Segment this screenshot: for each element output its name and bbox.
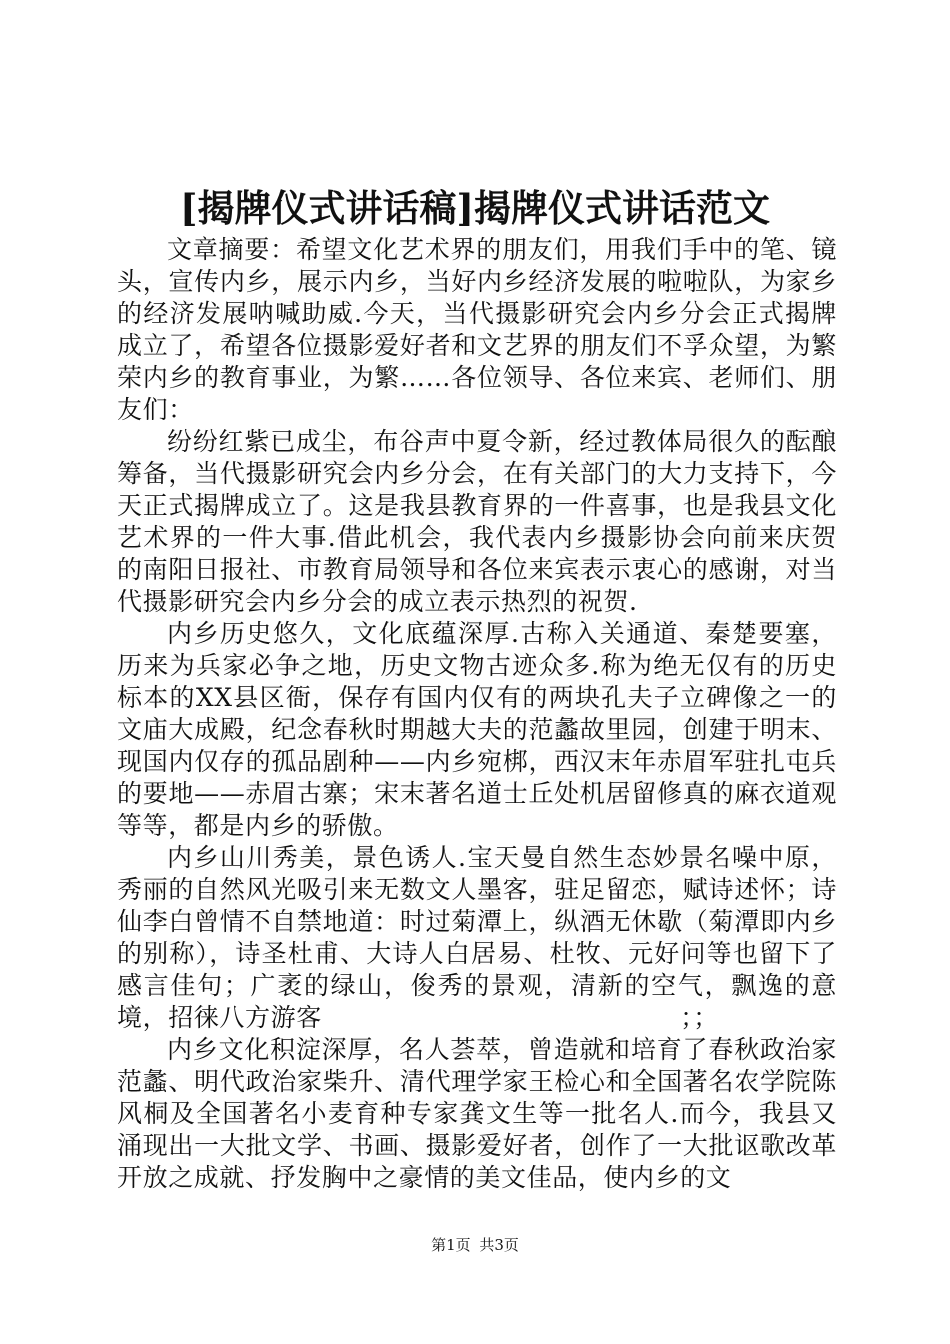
paragraph-abstract: 文章摘要：希望文化艺术界的朋友们，用我们手中的笔、镜头，宣传内乡，展示内乡，当好内乡经济发展的啦啦队，为家乡的经济发展呐喊助威.今天，当代摄影研究会内乡分会正式揭牌成立了，希望各位摄影爱好者和文艺界的朋友们不孚众望，为繁荣内乡的教育事业，为繁……各位领导、各位来宾、老师们、朋友们：: [117, 235, 837, 424]
paragraph-history: 内乡历史悠久，文化底蕴深厚.古称入关通道、秦楚要塞，历来为兵家必争之地，历史文物古迹众多.称为绝无仅有的历史标本的XX县区衙，保存有国内仅有的两块孔夫子立碑像之一的文庙大成殿，纪念春秋时期越大夫的范蠡故里园，创建于明末、现国内仅存的孤品剧种——内乡宛梆，西汉末年赤眉军驻扎屯兵的要地——赤眉古寨；宋末著名道士丘处机居留修真的麻衣道观等等，都是内乡的骄傲。: [117, 619, 837, 840]
paragraph-scenery: 内乡山川秀美，景色诱人.宝天曼自然生态妙景名噪中原，秀丽的自然风光吸引来无数文人墨客，驻足留恋，赋诗述怀；诗仙李白曾情不自禁地道：时过菊潭上，纵酒无休歇（菊潭即内乡的别称），诗圣杜甫、大诗人白居易、杜牧、元好问等也留下了感言佳句；广袤的绿山，俊秀的景观，清新的空气，飘逸的意境，招徕八方游客 ；；: [117, 843, 837, 1032]
document-body: [117, 234, 837, 1194]
page-footer: [0, 1235, 950, 1255]
page-total: 共3页: [479, 1236, 519, 1254]
paragraph-opening: 纷纷红紫已成尘，布谷声中夏令新，经过教体局很久的酝酿筹备，当代摄影研究会内乡分会，在有关部门的大力支持下，今天正式揭牌成立了。这是我县教育界的一件喜事，也是我县文化艺术界的一件大事.借此机会，我代表内乡摄影协会向前来庆贺的南阳日报社、市教育局领导和各位来宾表示衷心的感谢，对当代摄影研究会内乡分会的成立表示热烈的祝贺.: [117, 427, 837, 616]
page-number: 第1页: [431, 1236, 471, 1254]
document-title: [揭牌仪式讲话稿]揭牌仪式讲话范文: [179, 186, 770, 230]
paragraph-culture: 内乡文化积淀深厚，名人荟萃，曾造就和培育了春秋政治家范蠡、明代政治家柴升、清代理学家王检心和全国著名农学院陈风桐及全国著名小麦育种专家龚文生等一批名人.而今，我县又涌现出一大批文学、书画、摄影爱好者，创作了一大批讴歌改革开放之成就、抒发胸中之豪情的美文佳品，使内乡的文: [117, 1035, 837, 1192]
